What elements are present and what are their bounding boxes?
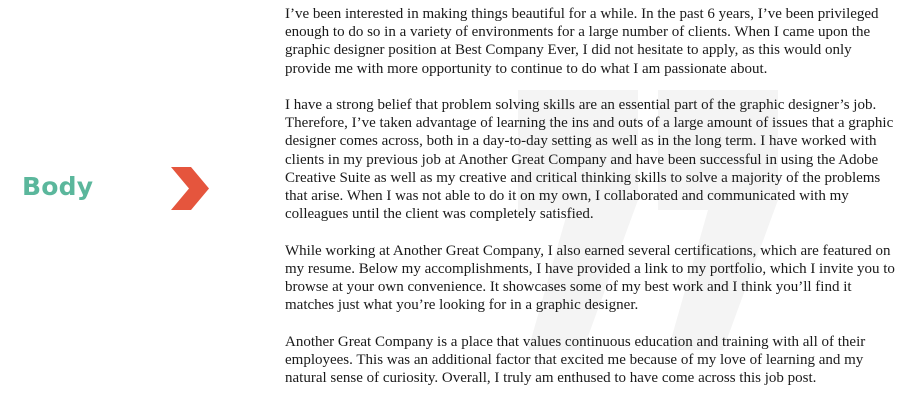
paragraph-2: I have a strong belief that problem solving skills are an essential part of the graphic designer’s job. Therefore, I’ve taken advantage of learning the ins and outs of a large amount of issues that a graphic designer comes across, both in a day-to-day setting as well as in the long term. I have worked with clients in my previous job at Another Great Company and have been successful in using the Adobe Creative Suite as well as my creative and critical thinking skills to solve a majority of the problems that arise. When I was not able to do it on my own, I collaborated and communicated with my colleagues until the client was completely satisfied. bbox=[285, 97, 894, 223]
section-label: Body bbox=[22, 172, 94, 201]
letter-body bbox=[285, 5, 897, 387]
paragraph-4: Another Great Company is a place that values continuous education and training with all of their employees. This was an additional factor that excited me because of my love of learning and my natural sense of curiosity. Overall, I truly am enthused to have come across this job post. bbox=[285, 333, 866, 387]
paragraph-3: While working at Another Great Company, I also earned several certifications, which are featured on my resume. Below my accomplishments, I have provided a link to my portfolio, which I invite you to browse at your own convenience. It showcases some of my best work and I think you’ll find it matches just what you’re looking for in a graphic designer. bbox=[285, 242, 895, 314]
chevron-right-icon bbox=[171, 167, 209, 210]
paragraph-1: I’ve been interested in making things beautiful for a while. In the past 6 years, I’ve been privileged enough to do so in a variety of environments for a large number of clients. When I came upon the graphic designer position at Best Company Ever, I did not hesitate to apply, as this would only provide me with more opportunity to continue to do what I am passionate about. bbox=[285, 6, 879, 77]
